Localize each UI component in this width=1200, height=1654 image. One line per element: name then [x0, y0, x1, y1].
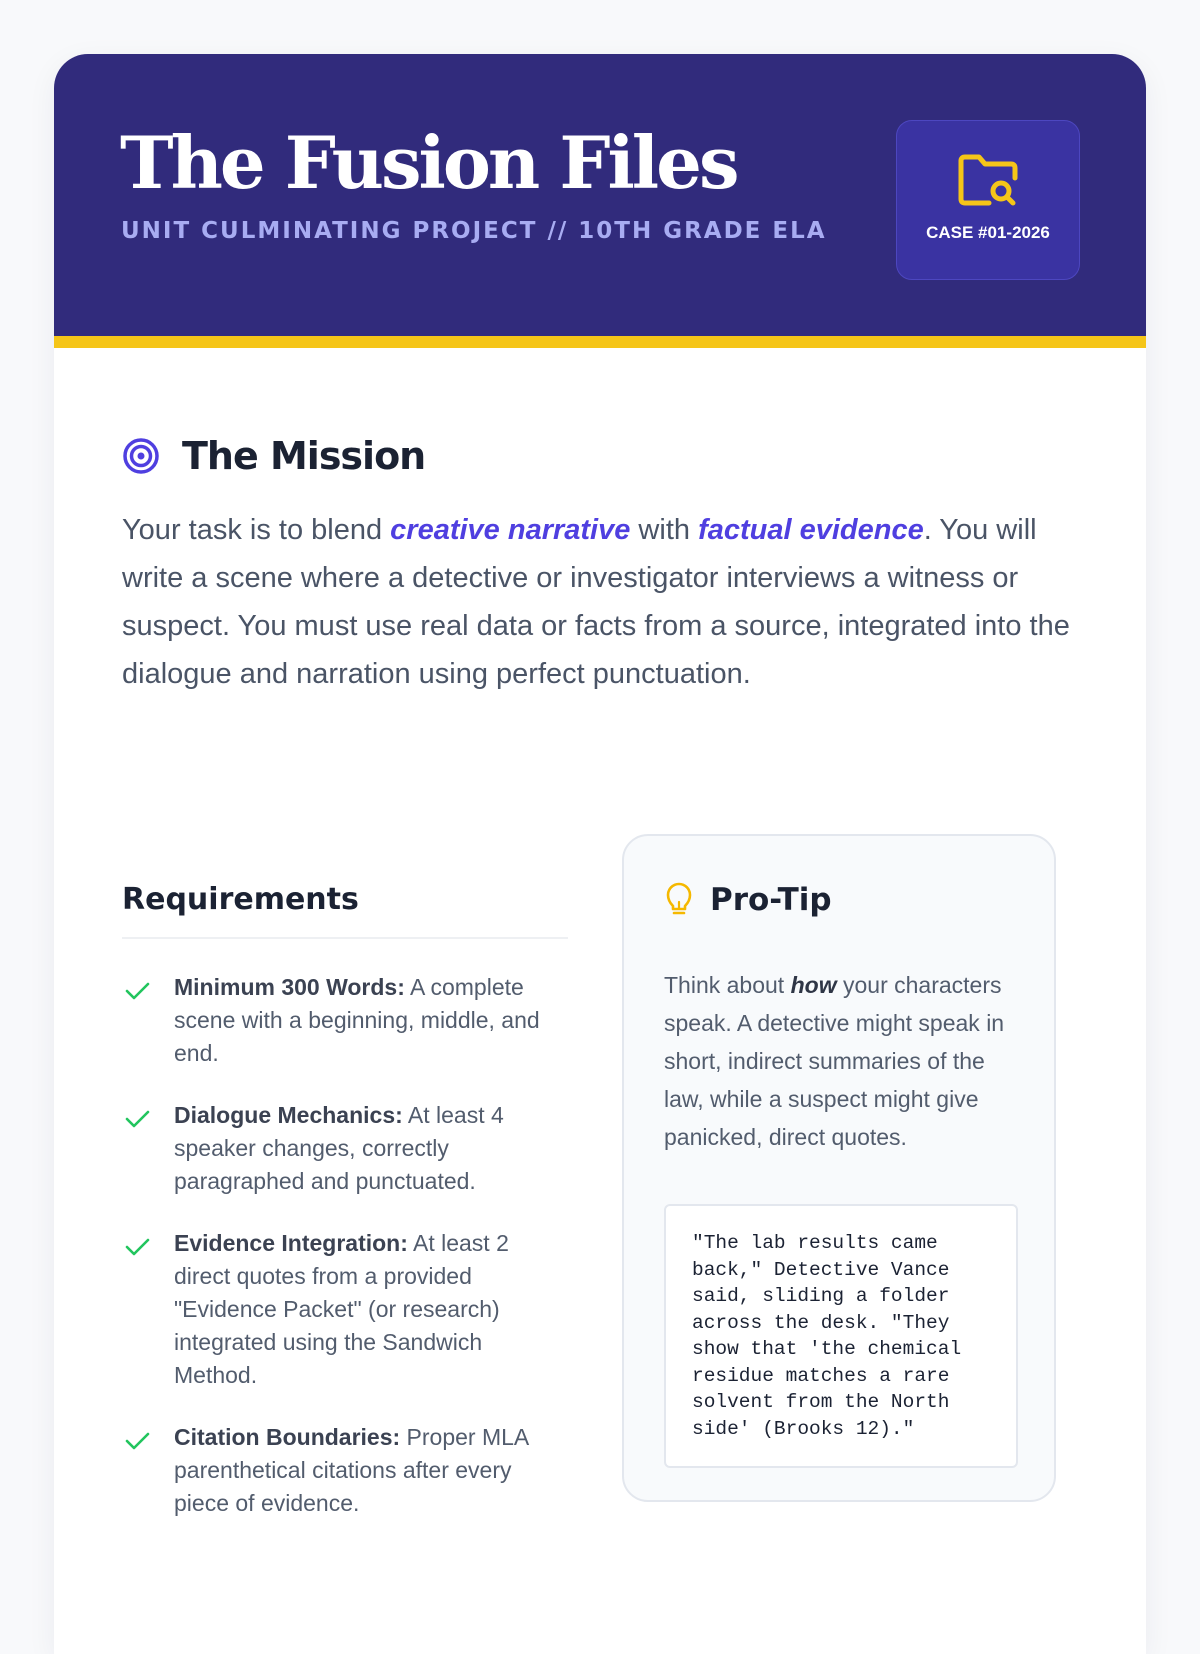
case-badge	[896, 120, 1080, 280]
requirement-text	[174, 1099, 568, 1198]
requirement-description: At least 2 direct quotes from a provided "Evidence Packet" (or research) integrated using the Sandwich Method.	[174, 1230, 509, 1388]
mission-text: with	[630, 514, 699, 546]
mission-heading-row	[122, 434, 425, 478]
project-card	[54, 54, 1146, 1654]
page-title: The Fusion Files	[120, 120, 737, 205]
pro-tip-heading: Pro-Tip	[710, 882, 832, 918]
mission-text: Your task is to blend	[122, 514, 391, 546]
requirement-label: Minimum 300 Words:	[174, 974, 405, 1000]
requirements-list	[122, 971, 568, 1520]
pro-tip-text-part: Think about	[664, 972, 791, 998]
pro-tip-card	[622, 834, 1056, 1502]
highlight-creative-narrative: creative narrative	[390, 514, 631, 546]
check-icon	[122, 1231, 152, 1261]
page-subtitle: UNIT CULMINATING PROJECT // 10TH GRADE ELA	[121, 218, 827, 244]
list-item	[122, 1227, 568, 1392]
example-quote-box: "The lab results came back," Detective Vance said, sliding a folder across the desk. "They show that 'the chemical residue matches a rare solvent from the North side' (Brooks 12)."	[664, 1204, 1018, 1468]
requirements-heading: Requirements	[122, 882, 568, 939]
check-icon	[122, 1425, 152, 1455]
pro-tip-heading-row	[664, 882, 832, 918]
check-icon	[122, 1103, 152, 1133]
requirement-description: A complete scene with a beginning, middle, and end.	[174, 974, 540, 1066]
mission-paragraph	[122, 506, 1088, 698]
pro-tip-text	[664, 966, 1014, 1156]
requirements-section	[122, 882, 568, 1549]
list-item	[122, 1099, 568, 1198]
case-number: CASE #01-2026	[926, 223, 1050, 242]
lightbulb-icon	[664, 882, 694, 918]
requirement-text	[174, 1421, 568, 1520]
check-icon	[122, 975, 152, 1005]
list-item	[122, 971, 568, 1070]
mission-heading: The Mission	[182, 434, 426, 478]
target-icon	[122, 437, 160, 475]
list-item	[122, 1421, 568, 1520]
pro-tip-emphasis: how	[790, 972, 837, 998]
header-banner	[54, 54, 1146, 348]
requirement-label: Dialogue Mechanics:	[174, 1102, 403, 1128]
requirement-label: Evidence Integration:	[174, 1230, 408, 1256]
highlight-factual-evidence: factual evidence	[698, 514, 924, 546]
requirement-label: Citation Boundaries:	[174, 1424, 401, 1450]
pro-tip-text-part: your characters speak. A detective might speak in short, indirect summaries of the law, while a suspect might give panicked, direct quotes.	[664, 972, 1005, 1150]
mission-text: . You will write a scene where a detective or investigator interviews a witness or suspect. You must use real data or facts from a source, integrated into the dialogue and narration using perfect punctuation.	[122, 514, 1070, 690]
requirement-text	[174, 1227, 568, 1392]
requirement-description: Proper MLA parenthetical citations after every piece of evidence.	[174, 1424, 529, 1516]
requirement-description: At least 4 speaker changes, correctly paragraphed and punctuated.	[174, 1102, 504, 1194]
requirement-text	[174, 971, 568, 1070]
folder-search-icon	[955, 151, 1021, 211]
